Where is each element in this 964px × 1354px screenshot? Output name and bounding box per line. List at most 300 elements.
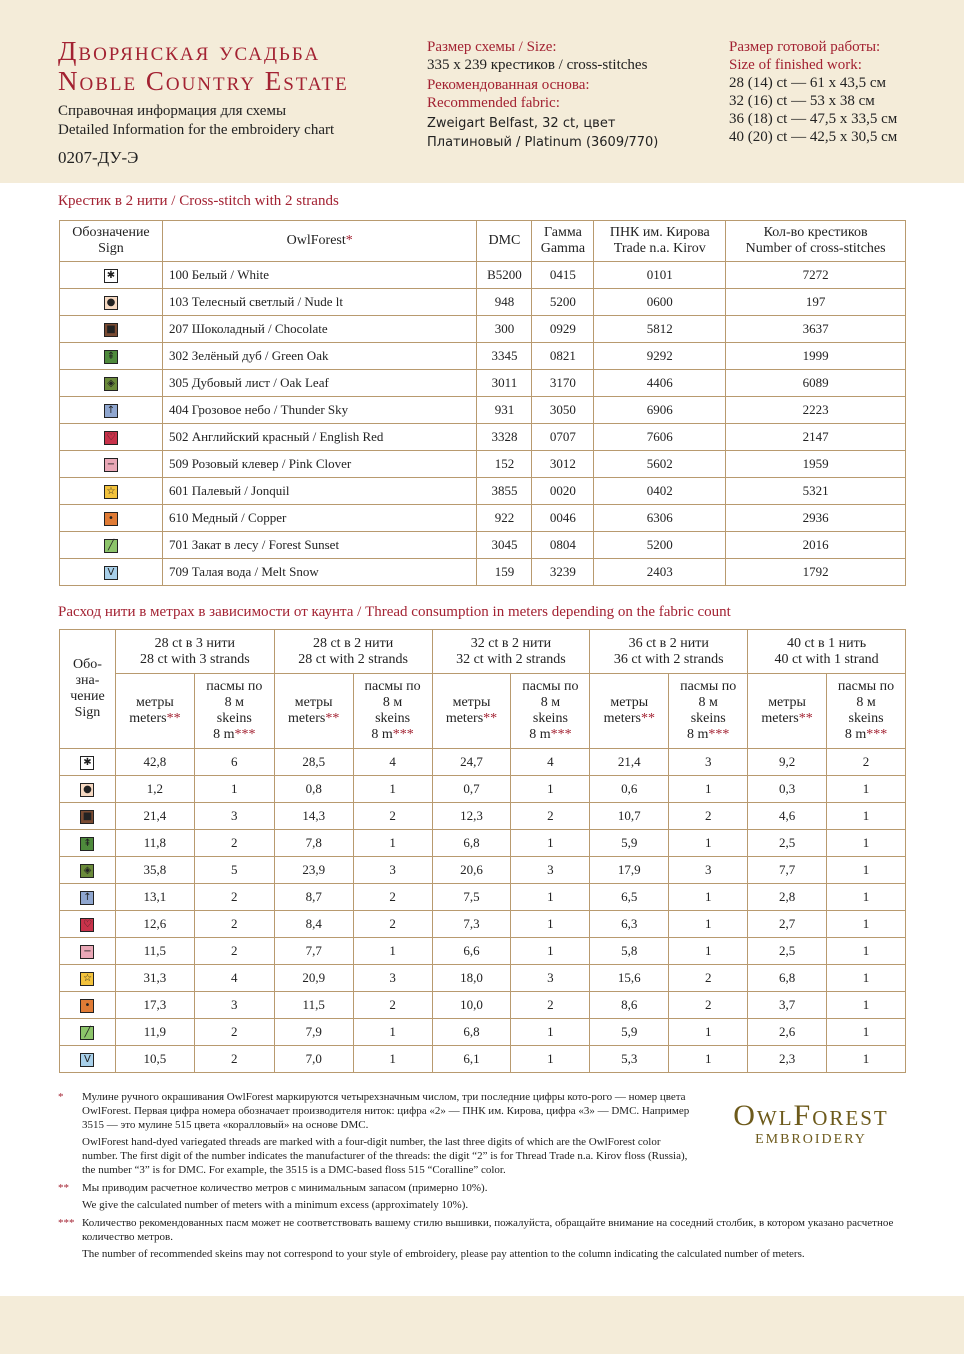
symbol-cell: [60, 749, 116, 776]
meters-cell: 11,5: [274, 992, 353, 1019]
stitch-symbol-icon: ↑: [104, 404, 118, 418]
symbol-cell: [60, 1046, 116, 1073]
fabric-label-en: Recommended fabric:: [427, 95, 560, 111]
name-cell: 701 Закат в лесу / Forest Sunset: [162, 532, 477, 559]
meters-cell: 6,8: [432, 1019, 511, 1046]
meters-cell: 20,9: [274, 965, 353, 992]
table-row: [60, 938, 906, 965]
skeins-cell: 2: [194, 884, 274, 911]
symbol-cell: [60, 857, 116, 884]
pnk-cell: 2403: [594, 559, 726, 586]
meters-cell: 6,8: [432, 830, 511, 857]
name-cell: 502 Английский красный / English Red: [162, 424, 477, 451]
meters-cell: 4,6: [748, 803, 827, 830]
skeins-cell: 1: [194, 776, 274, 803]
footnote-en: The number of recommended skeins may not correspond to your style of embroidery, please pay attention to the column indicating the calculated number of meters.: [82, 1248, 805, 1260]
group-header: 28 ct в 3 нити 28 ct with 3 strands: [115, 630, 274, 674]
meters-cell: 0,6: [590, 776, 669, 803]
fabric-value-2: Платиновый / Platinum (3609/770): [427, 135, 659, 150]
header-count: Кол-во крестиков Number of cross-stitches: [726, 221, 906, 262]
meters-cell: 2,6: [748, 1019, 827, 1046]
skeins-cell: 2: [194, 938, 274, 965]
skeins-cell: 1: [511, 1046, 590, 1073]
stitch-symbol-icon: ■: [104, 323, 118, 337]
pnk-cell: 5812: [594, 316, 726, 343]
name-cell: 100 Белый / White: [162, 262, 477, 289]
gamma-cell: 3012: [532, 451, 594, 478]
skeins-cell: 2: [511, 992, 590, 1019]
dmc-cell: 152: [477, 451, 532, 478]
skeins-cell: 1: [669, 1019, 748, 1046]
meters-cell: 21,4: [115, 803, 194, 830]
footnote: [58, 1090, 692, 1177]
meters-cell: 24,7: [432, 749, 511, 776]
meters-cell: 7,8: [274, 830, 353, 857]
pnk-cell: 6306: [594, 505, 726, 532]
header-pnk: ПНК им. Кирова Trade n.a. Kirov: [594, 221, 726, 262]
symbol-cell: [60, 965, 116, 992]
table-row: [60, 424, 906, 451]
stitch-symbol-icon: ●: [80, 783, 94, 797]
skeins-cell: 4: [194, 965, 274, 992]
footnote-mark: *: [58, 1091, 64, 1103]
skeins-cell: 3: [353, 857, 432, 884]
table-row: [60, 749, 906, 776]
fabric-label-ru: Рекомендованная основа:: [427, 77, 590, 93]
meters-cell: 6,1: [432, 1046, 511, 1073]
meters-cell: 1,2: [115, 776, 194, 803]
skeins-cell: 1: [669, 830, 748, 857]
skeins-cell: 2: [353, 884, 432, 911]
meters-cell: 35,8: [115, 857, 194, 884]
finished-size-0: 28 (14) ct — 61 x 43,5 см: [729, 75, 886, 91]
name-cell: 207 Шоколадный / Chocolate: [162, 316, 477, 343]
stitch-symbol-icon: ■: [80, 810, 94, 824]
dmc-cell: 922: [477, 505, 532, 532]
symbol-cell: [60, 938, 116, 965]
skeins-cell: 3: [511, 965, 590, 992]
table-row: [60, 262, 906, 289]
stitch-symbol-icon: ♡: [104, 431, 118, 445]
header-owlforest: OwlForest*: [162, 221, 477, 262]
meters-cell: 6,6: [432, 938, 511, 965]
title-en: Noble Country Estate: [58, 66, 349, 96]
gamma-cell: 3170: [532, 370, 594, 397]
header-sign: Обозначение Sign: [60, 221, 163, 262]
meters-cell: 7,5: [432, 884, 511, 911]
finished-label-en: Size of finished work:: [729, 57, 862, 73]
meters-header: метры meters**: [590, 674, 669, 749]
name-cell: 404 Грозовое небо / Thunder Sky: [162, 397, 477, 424]
table-row: [60, 965, 906, 992]
finished-size-block: [729, 38, 959, 146]
skeins-cell: 1: [511, 938, 590, 965]
symbol-cell: [60, 911, 116, 938]
table-row: [60, 857, 906, 884]
pnk-cell: 4406: [594, 370, 726, 397]
skeins-cell: 1: [827, 857, 906, 884]
skeins-cell: 2: [827, 749, 906, 776]
skeins-cell: 1: [827, 884, 906, 911]
skeins-cell: 1: [353, 938, 432, 965]
table1-title: Крестик в 2 нити / Cross-stitch with 2 strands: [58, 193, 339, 209]
meters-cell: 11,5: [115, 938, 194, 965]
footnote: [58, 1216, 908, 1261]
table-row: [60, 370, 906, 397]
skeins-cell: 1: [827, 965, 906, 992]
name-cell: 305 Дубовый лист / Oak Leaf: [162, 370, 477, 397]
count-cell: 3637: [726, 316, 906, 343]
gamma-cell: 0707: [532, 424, 594, 451]
table-row: [60, 505, 906, 532]
group-header: 40 ct в 1 нить 40 ct with 1 strand: [748, 630, 906, 674]
count-cell: 197: [726, 289, 906, 316]
skeins-header: пасмы по 8 м skeins 8 m***: [511, 674, 590, 749]
gamma-cell: 0046: [532, 505, 594, 532]
skeins-cell: 1: [827, 803, 906, 830]
color-key-table: [59, 220, 906, 586]
meters-cell: 2,7: [748, 911, 827, 938]
symbol-cell: [60, 830, 116, 857]
meters-cell: 7,3: [432, 911, 511, 938]
meters-header: метры meters**: [748, 674, 827, 749]
table-row: [60, 776, 906, 803]
symbol-cell: [60, 992, 116, 1019]
symbol-cell: [60, 397, 163, 424]
pnk-cell: 0101: [594, 262, 726, 289]
symbol-cell: [60, 451, 163, 478]
finished-size-2: 36 (18) ct — 47,5 x 33,5 см: [729, 111, 898, 127]
meters-cell: 15,6: [590, 965, 669, 992]
meters-cell: 20,6: [432, 857, 511, 884]
skeins-cell: 2: [353, 992, 432, 1019]
stitch-symbol-icon: ↑: [80, 891, 94, 905]
symbol-cell: [60, 559, 163, 586]
meters-cell: 11,9: [115, 1019, 194, 1046]
table-row: [60, 451, 906, 478]
stitch-symbol-icon: •: [104, 512, 118, 526]
gamma-cell: 0821: [532, 343, 594, 370]
name-cell: 302 Зелёный дуб / Green Oak: [162, 343, 477, 370]
dmc-cell: 948: [477, 289, 532, 316]
symbol-cell: [60, 1019, 116, 1046]
info-ru: Справочная информация для схемы: [58, 103, 287, 119]
dmc-cell: 159: [477, 559, 532, 586]
pnk-cell: 5602: [594, 451, 726, 478]
meters-cell: 8,6: [590, 992, 669, 1019]
footnote-ru: Мулине ручного окрашивания OwlForest маркируются четырехзначным числом, три последние цифры кото-рого — номер цвета OwlForest. Первая цифра номера обозначает производителя ниток: цифра «2» — ПНК им. Кирова, цифра «3» — DMC. Например 3515 — это мулине 515 цвета «коралловый» на основе DMC.: [82, 1091, 690, 1131]
finished-size-1: 32 (16) ct — 53 x 38 см: [729, 93, 875, 109]
gamma-cell: 0804: [532, 532, 594, 559]
skeins-cell: 1: [669, 911, 748, 938]
meters-header: метры meters**: [115, 674, 194, 749]
meters-cell: 17,9: [590, 857, 669, 884]
meters-cell: 3,7: [748, 992, 827, 1019]
pnk-cell: 0402: [594, 478, 726, 505]
meters-cell: 23,9: [274, 857, 353, 884]
symbol-cell: [60, 776, 116, 803]
meters-cell: 13,1: [115, 884, 194, 911]
dmc-cell: 3345: [477, 343, 532, 370]
meters-cell: 10,0: [432, 992, 511, 1019]
stitch-symbol-icon: ☆: [104, 485, 118, 499]
dmc-cell: B5200: [477, 262, 532, 289]
skeins-cell: 1: [353, 1019, 432, 1046]
skeins-cell: 2: [353, 803, 432, 830]
stitch-symbol-icon: ╱: [104, 539, 118, 553]
chart-code: 0207-ДУ-Э: [58, 148, 139, 167]
skeins-cell: 2: [669, 992, 748, 1019]
symbol-cell: [60, 343, 163, 370]
meters-cell: 28,5: [274, 749, 353, 776]
count-cell: 2147: [726, 424, 906, 451]
count-cell: 2936: [726, 505, 906, 532]
finished-size-3: 40 (20) ct — 42,5 x 30,5 см: [729, 129, 898, 145]
skeins-cell: 3: [669, 857, 748, 884]
table-row: [60, 316, 906, 343]
symbol-cell: [60, 424, 163, 451]
stitch-symbol-icon: V: [80, 1053, 94, 1067]
table-row: [60, 289, 906, 316]
stitch-symbol-icon: ♡: [80, 918, 94, 932]
skeins-cell: 3: [511, 857, 590, 884]
skeins-cell: 2: [194, 1019, 274, 1046]
pnk-cell: 9292: [594, 343, 726, 370]
footnote-en: OwlForest hand-dyed variegated threads are marked with a four-digit number, the last three digits of which are the OwlForest color number. The first digit of the number indicates the manufacturer of the threads: the digit “2” is for Thread Trade n.a. Kirov floss (Russia), the number “3” is for DMC. For example, the 3515 is a DMC-based floss 515 “Coralline” color.: [82, 1136, 688, 1176]
count-cell: 7272: [726, 262, 906, 289]
meters-cell: 31,3: [115, 965, 194, 992]
count-cell: 1999: [726, 343, 906, 370]
table-row: [60, 830, 906, 857]
footnote-ru: Количество рекомендованных пасм может не соответствовать вашему стилю вышивки, пожалуйста, обращайте внимание на соседний столбик, в котором указано расчетное количество метров.: [82, 1217, 894, 1243]
meters-cell: 7,7: [748, 857, 827, 884]
dmc-cell: 3011: [477, 370, 532, 397]
name-cell: 601 Палевый / Jonquil: [162, 478, 477, 505]
skeins-header: пасмы по 8 м skeins 8 m***: [669, 674, 748, 749]
skeins-cell: 1: [353, 830, 432, 857]
symbol-cell: [60, 478, 163, 505]
skeins-cell: 1: [827, 992, 906, 1019]
meters-cell: 5,9: [590, 1019, 669, 1046]
header-dmc: DMC: [477, 221, 532, 262]
skeins-cell: 4: [511, 749, 590, 776]
skeins-cell: 1: [827, 776, 906, 803]
meters-header: метры meters**: [432, 674, 511, 749]
stitch-symbol-icon: −: [104, 458, 118, 472]
meters-cell: 2,5: [748, 830, 827, 857]
gamma-cell: 3239: [532, 559, 594, 586]
skeins-cell: 1: [827, 1019, 906, 1046]
meters-cell: 14,3: [274, 803, 353, 830]
skeins-cell: 2: [194, 1046, 274, 1073]
skeins-cell: 3: [194, 992, 274, 1019]
name-cell: 509 Розовый клевер / Pink Clover: [162, 451, 477, 478]
skeins-cell: 1: [511, 830, 590, 857]
size-value: 335 x 239 крестиков / cross-stitches: [427, 57, 648, 73]
footnote-mark: **: [58, 1182, 69, 1194]
footer-band: [0, 1296, 964, 1354]
stitch-symbol-icon: ◈: [104, 377, 118, 391]
table-row: [60, 397, 906, 424]
dmc-cell: 3855: [477, 478, 532, 505]
skeins-header: пасмы по 8 м skeins 8 m***: [827, 674, 906, 749]
skeins-cell: 2: [194, 830, 274, 857]
name-cell: 103 Телесный светлый / Nude lt: [162, 289, 477, 316]
group-header: 32 ct в 2 нити 32 ct with 2 strands: [432, 630, 590, 674]
stitch-symbol-icon: ╱: [80, 1026, 94, 1040]
skeins-cell: 2: [194, 911, 274, 938]
skeins-cell: 1: [669, 884, 748, 911]
meters-cell: 7,9: [274, 1019, 353, 1046]
owlforest-logo: [711, 1100, 911, 1148]
skeins-cell: 1: [669, 938, 748, 965]
gamma-cell: 0415: [532, 262, 594, 289]
meters-cell: 2,5: [748, 938, 827, 965]
pnk-cell: 6906: [594, 397, 726, 424]
table-row: [60, 343, 906, 370]
count-cell: 2016: [726, 532, 906, 559]
meters-cell: 0,3: [748, 776, 827, 803]
meters-cell: 6,8: [748, 965, 827, 992]
skeins-cell: 1: [827, 911, 906, 938]
stitch-symbol-icon: ⇞: [104, 350, 118, 364]
skeins-cell: 1: [511, 1019, 590, 1046]
skeins-cell: 1: [827, 830, 906, 857]
header-gamma: Гамма Gamma: [532, 221, 594, 262]
skeins-cell: 5: [194, 857, 274, 884]
pnk-cell: 7606: [594, 424, 726, 451]
meters-cell: 42,8: [115, 749, 194, 776]
skeins-cell: 1: [353, 1046, 432, 1073]
meters-cell: 6,3: [590, 911, 669, 938]
meters-cell: 12,3: [432, 803, 511, 830]
dmc-cell: 931: [477, 397, 532, 424]
meters-cell: 2,8: [748, 884, 827, 911]
size-label: Размер схемы / Size:: [427, 39, 557, 55]
table-row: [60, 478, 906, 505]
skeins-cell: 2: [353, 911, 432, 938]
meters-cell: 7,7: [274, 938, 353, 965]
meters-cell: 6,5: [590, 884, 669, 911]
table-row: [60, 532, 906, 559]
skeins-header: пасмы по 8 м skeins 8 m***: [353, 674, 432, 749]
dmc-cell: 3328: [477, 424, 532, 451]
meters-cell: 9,2: [748, 749, 827, 776]
meters-cell: 17,3: [115, 992, 194, 1019]
footnote: [58, 1181, 908, 1212]
stitch-symbol-icon: ◈: [80, 864, 94, 878]
table-row: [60, 803, 906, 830]
skeins-cell: 1: [669, 776, 748, 803]
skeins-header: пасмы по 8 м skeins 8 m***: [194, 674, 274, 749]
title-ru: Дворянская усадьба: [58, 36, 321, 66]
table-row: [60, 1046, 906, 1073]
name-cell: 610 Медный / Copper: [162, 505, 477, 532]
skeins-cell: 1: [827, 938, 906, 965]
meters-cell: 11,8: [115, 830, 194, 857]
info-en: Detailed Information for the embroidery chart: [58, 122, 335, 138]
stitch-symbol-icon: V: [104, 566, 118, 580]
symbol-cell: [60, 505, 163, 532]
stitch-symbol-icon: ✱: [80, 756, 94, 770]
table-row: [60, 559, 906, 586]
symbol-cell: [60, 262, 163, 289]
count-cell: 1792: [726, 559, 906, 586]
logo-text: OwlForest: [733, 1099, 889, 1132]
chart-size-block: [427, 38, 717, 152]
gamma-cell: 3050: [532, 397, 594, 424]
footnote-mark: ***: [58, 1217, 75, 1229]
stitch-symbol-icon: −: [80, 945, 94, 959]
thread-consumption-table: [59, 629, 906, 1073]
table-row: [60, 884, 906, 911]
gamma-cell: 5200: [532, 289, 594, 316]
skeins-cell: 2: [669, 803, 748, 830]
stitch-symbol-icon: ✱: [104, 269, 118, 283]
table-row: [60, 1019, 906, 1046]
meters-cell: 5,9: [590, 830, 669, 857]
pnk-cell: 5200: [594, 532, 726, 559]
symbol-cell: [60, 370, 163, 397]
fabric-value-1: Zweigart Belfast, 32 ct, цвет: [427, 116, 616, 131]
meters-cell: 18,0: [432, 965, 511, 992]
meters-cell: 0,7: [432, 776, 511, 803]
meters-cell: 8,4: [274, 911, 353, 938]
skeins-cell: 3: [353, 965, 432, 992]
symbol-cell: [60, 316, 163, 343]
meters-cell: 12,6: [115, 911, 194, 938]
skeins-cell: 1: [827, 1046, 906, 1073]
meters-header: метры meters**: [274, 674, 353, 749]
meters-cell: 21,4: [590, 749, 669, 776]
skeins-cell: 4: [353, 749, 432, 776]
group-header: 36 ct в 2 нити 36 ct with 2 strands: [590, 630, 748, 674]
header-sign-2: Обо- зна- чение Sign: [60, 630, 116, 749]
meters-cell: 8,7: [274, 884, 353, 911]
count-cell: 6089: [726, 370, 906, 397]
skeins-cell: 6: [194, 749, 274, 776]
meters-cell: 7,0: [274, 1046, 353, 1073]
skeins-cell: 1: [511, 884, 590, 911]
gamma-cell: 0929: [532, 316, 594, 343]
stitch-symbol-icon: ●: [104, 296, 118, 310]
stitch-symbol-icon: ☆: [80, 972, 94, 986]
skeins-cell: 1: [353, 776, 432, 803]
meters-cell: 0,8: [274, 776, 353, 803]
table-row: [60, 992, 906, 1019]
meters-cell: 2,3: [748, 1046, 827, 1073]
name-cell: 709 Талая вода / Melt Snow: [162, 559, 477, 586]
logo-subtext: EMBROIDERY: [755, 1132, 867, 1147]
meters-cell: 5,8: [590, 938, 669, 965]
meters-cell: 10,7: [590, 803, 669, 830]
skeins-cell: 1: [669, 1046, 748, 1073]
count-cell: 5321: [726, 478, 906, 505]
symbol-cell: [60, 803, 116, 830]
stitch-symbol-icon: •: [80, 999, 94, 1013]
footnote-ru: Мы приводим расчетное количество метров с минимальным запасом (примерно 10%).: [82, 1182, 488, 1194]
symbol-cell: [60, 532, 163, 559]
meters-cell: 5,3: [590, 1046, 669, 1073]
finished-label-ru: Размер готовой работы:: [729, 39, 881, 55]
symbol-cell: [60, 884, 116, 911]
symbol-cell: [60, 289, 163, 316]
pnk-cell: 0600: [594, 289, 726, 316]
skeins-cell: 2: [511, 803, 590, 830]
skeins-cell: 1: [511, 911, 590, 938]
gamma-cell: 0020: [532, 478, 594, 505]
table2-title: Расход нити в метрах в зависимости от каунта / Thread consumption in meters depending on the fabric count: [58, 604, 731, 620]
